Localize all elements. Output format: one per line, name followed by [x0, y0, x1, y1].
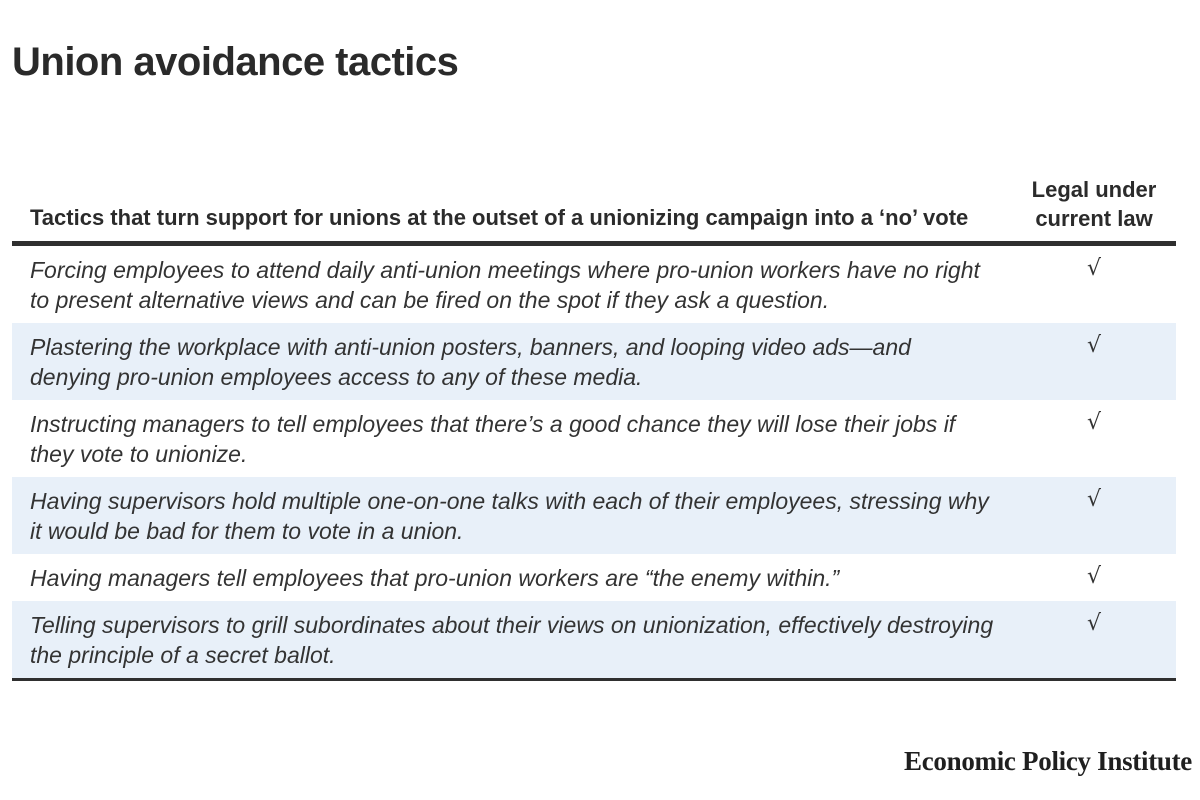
legal-check-mark: √: [1086, 487, 1102, 512]
legal-check-mark: √: [1086, 256, 1102, 281]
legal-check-mark: √: [1086, 611, 1102, 636]
tactic-cell: Plastering the workplace with anti-union posters, banners, and looping video ads—and denying pro-union employees access to any of these media.: [30, 334, 911, 390]
tactics-table: [12, 112, 1176, 681]
tactic-cell: Having supervisors hold multiple one-on-one talks with each of their employees, stressing why it would be bad for them to vote in a union.: [30, 488, 989, 544]
table-row: [12, 601, 1176, 678]
chart-title: Union avoidance tactics: [12, 40, 459, 84]
tactic-cell: Having managers tell employees that pro-union workers are “the enemy within.”: [30, 565, 840, 591]
column-header-tactics: Tactics that turn support for unions at the outset of a unionizing campaign into a ‘no’ vote: [30, 205, 969, 230]
table-row: [12, 400, 1176, 477]
column-header-legal: Legal under current law: [1031, 177, 1157, 231]
table-row: [12, 246, 1176, 323]
tactic-cell: Instructing managers to tell employees that there’s a good chance they will lose their jobs if they vote to unionize.: [30, 411, 956, 467]
legal-check-mark: √: [1086, 410, 1102, 435]
table-header-row: [12, 112, 1176, 246]
source-credit: Economic Policy Institute: [904, 746, 1192, 776]
table-row: [12, 323, 1176, 400]
legal-check-mark: √: [1086, 333, 1102, 358]
tactic-cell: Telling supervisors to grill subordinates about their views on unionization, effectively destroying the principle of a secret ballot.: [30, 612, 994, 668]
table-row: [12, 477, 1176, 554]
table-bottom-rule: [12, 678, 1176, 681]
tactic-cell: Forcing employees to attend daily anti-union meetings where pro-union workers have no right to present alternative views and can be fired on the spot if they ask a question.: [30, 257, 980, 313]
table-row: [12, 554, 1176, 601]
legal-check-mark: √: [1086, 564, 1102, 589]
